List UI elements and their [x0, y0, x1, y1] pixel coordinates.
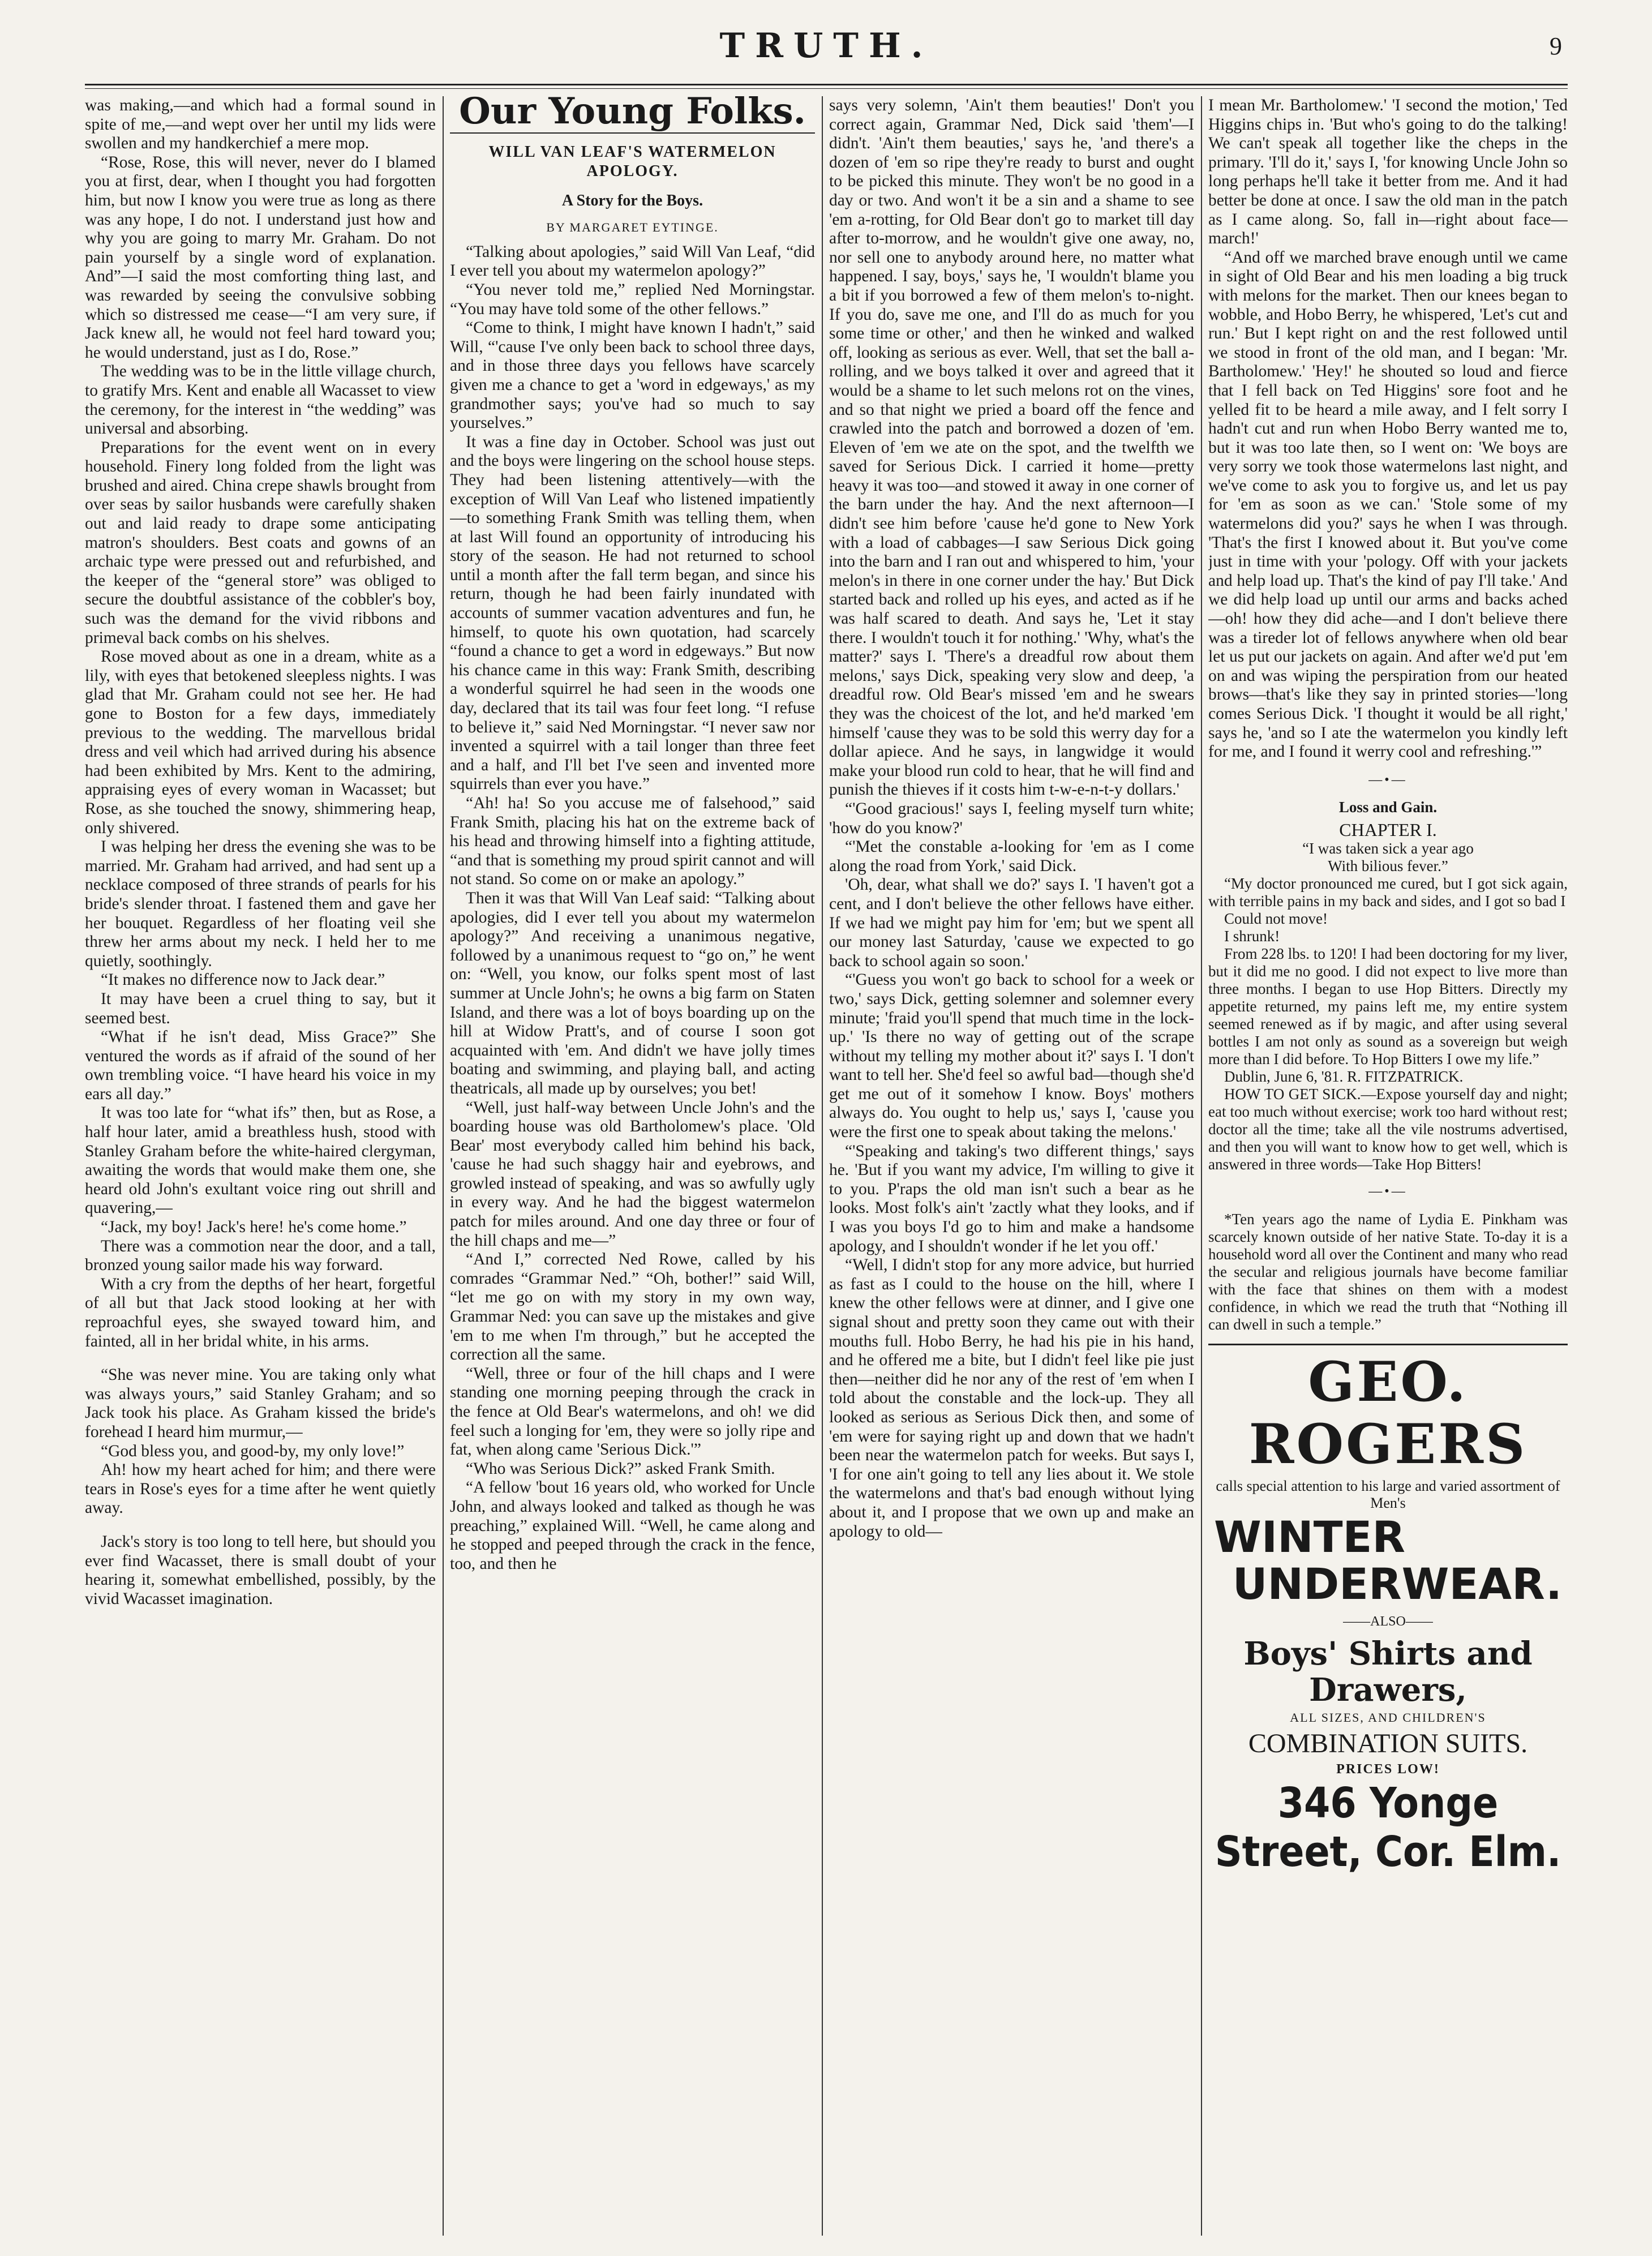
paragraph: says very solemn, 'Ain't them beauties!' Don't you correct again, Grammar Ned, Dick said 'them'—I didn't. 'Ain't them beauties,' says he, 'and there's a dozen of 'em so ripe they're ready to burst and ought to be picked this minute. They won't be no good in a day or two. And won't it be a sin and a shame to see 'em a-rotting, for Old Bear don't go to market till day after to-morrow, and he wouldn't give one away, no, nor sell one to anybody around here, no matter what happened. I say, boys,' says he, 'I wouldn't blame you a bit if you borrowed a few of them melon's to-night. If you do, save me one, and I'll do as much for you some time or other,' and then he winked and walked off, looking as serious as ever. Well, that set the ball a-rolling, and we boys talked it over and agreed that it would be a shame to let such melons rot on the vines, and so that night we pried a board off the fence and crawled into the patch and borrowed a dozen of 'em. Eleven of 'em we ate on the spot, and the twelfth we saved for Serious Dick. I carried it home—pretty heavy it was too—and stowed it away in one corner of the barn under the hay. And the next afternoon—I didn't see him before 'cause he'd gone to New York with a load of cabbages—I saw Serious Dick going into the barn and I ran out and whispered to him, 'your melon's in there in one corner under the hay.' But Dick started back and rolled up his eyes, and acted as if he was half scared to death. And says he, 'Let it stay there. I wouldn't touch it for nothing.' 'Why, what's the matter?' says I. 'There's a dreadful row about them melons,' says Dick, speaking very slow and deep, 'a dreadful row. Old Bear's missed 'em and he swears they was the choicest of the lot, and he'd marked 'em himself 'cause they was to be sold this werry day for a dollar apiece. And he says, in langwidge it would make your blood run cold to hear, that he will find and punish the thieves if it costs him t-w-e-n-t-y dollars.' — [829, 96, 1194, 799]
masthead-rule-thin — [85, 88, 1568, 89]
loss-and-gain-title: Loss and Gain. — [1338, 799, 1438, 816]
ad-sizes: ALL SIZES, AND CHILDREN'S — [1290, 1710, 1486, 1725]
byline: BY MARGARET EYTINGE. — [546, 220, 719, 235]
ornament-divider: —•— — [1368, 1183, 1408, 1199]
paragraph: 'Oh, dear, what shall we do?' says I. 'I haven't got a cent, and I don't believe the other fellows have either. If we had we might pay him for 'em; but we spent all our money last Saturday, 'cause we expected to go back to school again so soon.' — [829, 876, 1194, 970]
column-divider — [1201, 96, 1202, 2236]
column-divider — [822, 96, 823, 2236]
column-4 — [1208, 96, 1568, 2236]
ad-winter: WINTER — [1214, 1511, 1405, 1562]
paragraph: With a cry from the depths of her heart, forgetful of all but that Jack stood looking at her with reproachful eyes, she swayed toward him, and fainted, all in her bridal white, in his arms. — [85, 1275, 436, 1350]
paragraph: I was helping her dress the evening she was to be married. Mr. Graham had arrived, and had sent up a necklace composed of three strands of pearls for his bride's slender throat. I fastened them and gave her her bouquet. Regardless of her floating veil she threw her arms about my neck. I held her to me quietly, soothingly. — [85, 838, 436, 970]
paragraph: It was a fine day in October. School was just out and the boys were lingering on the school house steps. They had been listening attentively—with the exception of Will Van Leaf who listened impatiently—to something Frank Smith was telling them, when at last Will found an opportunity of introducing his story of the season. He had not returned to school until a month after the fall term began, and since his return, though he had been fairly inundated with accounts of summer vacation adventures and fun, he himself, to quote his own quotation, had scarcely “found a chance to get a word in edgeways.” But now his chance came in this way: Frank Smith, describing a wonderful squirrel he had seen in the woods one day, declared that its tail was four feet long. “I refuse to believe it,” said Ned Morningstar. “I never saw nor invented a squirrel with a tail longer than three feet and a half, and I'll bet I've seen and invented more squirrels than ever you have.” — [450, 432, 815, 794]
paragraph: “She was never mine. You are taking only what was always yours,” said Stanley Graham; and so Jack took his place. As Graham kissed the bride's forehead I heard him murmur,— — [85, 1366, 436, 1441]
paragraph: Preparations for the event went on in every household. Finery long folded from the light was brushed and aired. China crepe shawls brought from over seas by sailor husbands were carefully shaken out and laid ready to drape some anticipating matron's shoulders. Best coats and gowns of an archaic type were pressed out and refurbished, and the keeper of the “general store” was obliged to secure the doubtful assistance of the cobbler's boy, such was the demand for the vivid ribbons and primeval back combs on his shelves. — [85, 438, 436, 647]
paragraph: “'Guess you won't go back to school for a week or two,' says Dick, getting solemner and solemner every minute; 'fraid you'll spend that much time in the lock-up.' 'Is there no way of getting out of the scrape without my telling my mother about it?' says I. 'I don't want to tell her. She'd feel so awful bad—though she'd get me out of it somehow I know. Boys' mothers always do. You ought to help us,' says I, 'cause you were the first one to speak about taking the melons.' — [829, 971, 1194, 1142]
paragraph: HOW TO GET SICK.—Expose yourself day and night; eat too much without exercise; work too hard without rest; doctor all the time; take all the vile nostrums advertised, and then you will want to know how to get well, which is answered in three words—Take Hop Bitters! — [1208, 1085, 1568, 1173]
ad-address: 346 Yonge Street, Cor. Elm. — [1215, 1779, 1561, 1877]
paragraph: Ah! how my heart ached for him; and there were tears in Rose's eyes for a time after he went quietly away. — [85, 1461, 436, 1517]
paragraph: “Talking about apologies,” said Will Van Leaf, “did I ever tell you about my watermelon apology?” — [450, 242, 815, 280]
chapter-heading: CHAPTER I. — [1339, 820, 1437, 840]
paragraph: “Ah! ha! So you accuse me of falsehood,” said Frank Smith, placing his hat on the extreme back of his head and throwing himself into a fighting attitude, “and that is something my proud spirit cannot and will not stand. So come on or make an apology.” — [450, 794, 815, 889]
column-divider — [443, 96, 444, 2236]
paragraph: “'Good gracious!' says I, feeling myself turn white; 'how do you know?' — [829, 799, 1194, 837]
paragraph: “God bless you, and good-by, my only love!” — [101, 1442, 405, 1460]
paragraph: “And I,” corrected Ned Rowe, called by his comrades “Grammar Ned.” “Oh, bother!” said Will, “let me go on with my story in my own way, Grammar Ned: you can save up the mistakes and give 'em to me when I'm through,” but he accepted the correction all the same. — [450, 1250, 815, 1364]
ad-also-text: ALSO — [1370, 1614, 1406, 1629]
paragraph: “Well, three or four of the hill chaps and I were standing one morning peeping through the crack in the fence at Old Bear's watermelons, and oh! we did feel such a longing for 'em, they were so jolly ripe and fat, when along came 'Serious Dick.'” — [450, 1364, 815, 1459]
paragraph: “You never told me,” replied Ned Morningstar. “You may have told some of the other fellows.” — [450, 280, 815, 318]
paragraph: I shrunk! — [1224, 927, 1280, 945]
ad-underwear: UNDERWEAR. — [1232, 1558, 1562, 1609]
paragraph: “Rose, Rose, this will never, never do I blamed you at first, dear, when I thought you had forgotten him, but now I know you were true as long as there was any hope, I do not. I understand just how and why you are going to marry Mr. Graham. Do not pain yourself by a single word of explanation. And”—I said the most comforting thing last, and was rewarded by seeing the convulsive sobbing which so distressed me cease—“I am very sure, if Jack knew all, he would not feel hard toward you; he would understand, just as I do, Rose.” — [85, 153, 436, 362]
story-title: WILL VAN LEAF'S WATERMELON APOLOGY. — [488, 143, 776, 180]
masthead-rule — [85, 84, 1568, 85]
story-subtitle: A Story for the Boys. — [561, 191, 703, 209]
ad-boys: Boys' Shirts and Drawers, — [1243, 1635, 1533, 1709]
paragraph: “'Met the constable a-looking for 'em as I come along the road from York,' said Dick. — [829, 838, 1194, 875]
paragraph: “My doctor pronounced me cured, but I got sick again, with terrible pains in my back and sides, and I got so bad I — [1208, 874, 1568, 910]
ad-combination: COMBINATION SUITS. — [1248, 1728, 1528, 1759]
epigraph-line: With bilious fever.” — [1328, 857, 1448, 874]
paragraph: “Come to think, I might have known I hadn't,” said Will, “'cause I've only been back to school three days, and in those three days you fellows have scarcely given me a chance to get a 'word in edgeways,' as my grandmother says; you've had so much to say yourselves.” — [450, 319, 815, 432]
paragraph: From 228 lbs. to 120! I had been doctoring for my liver, but it did me no good. I did not expect to live more than three months. I began to use Hop Bitters. Directly my appetite returned, my pains left me, my entire system seemed renewed as if by magic, and after using several bottles I am not only as sound as a sovereign but weigh more than I did before. To Hop Bitters I owe my life.” — [1208, 945, 1568, 1067]
paragraph: “What if he isn't dead, Miss Grace?” She ventured the words as if afraid of the sound of her own trembling voice. “I have heard his voice in my ears all day.” — [85, 1028, 436, 1103]
paragraph: Could not move! — [1224, 910, 1328, 927]
ad-prices: PRICES LOW! — [1336, 1761, 1440, 1777]
paragraph: “It makes no difference now to Jack dear.” — [101, 971, 385, 989]
newspaper-title: TRUTH. — [719, 26, 933, 66]
paragraph: “Jack, my boy! Jack's here! he's come home.” — [101, 1218, 407, 1237]
rogers-advertisement — [1208, 1344, 1568, 1877]
paragraph: “'Speaking and taking's two different things,' says he. 'But if you want my advice, I'm willing to give it to you. P'raps the old man isn't such a bear as he looks. Most folk's ain't 'zactly what they looks, and if I was you boys I'd go to him and make a handsome apology, and I shouldn't wonder if he let you off.' — [829, 1142, 1194, 1255]
paragraph: Rose moved about as one in a dream, white as a lily, with eyes that betokened sleepless nights. I was glad that Mr. Graham could not see her. He had gone to Boston for a few days, immediately previous to the wedding. The marvellous bridal dress and veil which had arrived during his absence had been exhibited by Mrs. Kent to the admiring, appraising eyes of every woman in Wacasset; but Rose, as she touched the snowy, shimmering heap, only shivered. — [85, 647, 436, 837]
paragraph: “Well, just half-way between Uncle John's and the boarding house was old Bartholomew's place. 'Old Bear' most everybody called him behind his back, 'cause he had such shaggy hair and eyebrows, and growled instead of speaking, and was so awfully ugly in every way. And he had the biggest watermelon patch for miles around. And one day three or four of the hill chaps and me—” — [450, 1098, 815, 1250]
masthead — [85, 23, 1568, 85]
paragraph: I mean Mr. Bartholomew.' 'I second the motion,' Ted Higgins chips in. 'But who's going to do the talking! We can't speak all together like the cheps in the primary. 'I'll do it,' says I, 'for knowing Uncle John so long perhaps he'll take it better from me. And it had better be done at once. I saw the old man in the patch as I came along. So, fall in—right about face—march!' — [1208, 96, 1568, 248]
paragraph: *Ten years ago the name of Lydia E. Pinkham was scarcely known outside of her native State. To-day it is a household word all over the Continent and many who read the secular and religious journals have become familiar with the face that shines on them with a modest confidence, in which we read the truth that “Nothing ill can dwell in such a temple.” — [1208, 1210, 1568, 1333]
ad-calls: calls special attention to his large and varied assortment of Men's — [1216, 1477, 1560, 1511]
section-heading: Our Young Folks. — [459, 96, 806, 132]
paragraph: Then it was that Will Van Leaf said: “Talking about apologies, did I ever tell you about my watermelon apology?” And receiving a unanimous negative, followed by a unanimous request to “go on,” he went on: “Well, you know, our folks spent most of last summer at Uncle John's; he owns a big farm on Staten Island, and there was a lot of boys boarding up on the hill at Widow Pratt's, and of course I soon got acquainted with 'em. And didn't we have jolly times boating and swimming, and playing ball, and acting theatricals, all made up by ourselves; you bet! — [450, 889, 815, 1097]
paragraph: Jack's story is too long to tell here, but should you ever find Wacasset, there is small doubt of your hearing it, somewhat embellished, possibly, by the vivid Wacasset imagination. — [85, 1532, 436, 1608]
paragraph: “Who was Serious Dick?” asked Frank Smith. — [466, 1459, 775, 1478]
paragraph: “Well, I didn't stop for any more advice, but hurried as fast as I could to the house on the hill, where I knew the other fellows were at dinner, and I give one signal shout and pretty soon they came out with their mouths full. Hobo Berry, he had his pie in his hand, and he offered me a bite, but I didn't feel like pie just then—neither did he nor any of the rest of 'em when I told about the constable and the lock-up. They all looked as serious as Serious Dick then, and some of 'em were for saying right up and down that we hadn't been near the watermelon patch for weeks. But says I, 'I for one ain't going to tell any lies about it. We stole the watermelons and that's bad enough without lying about it, and I propose that we own up and make an apology to old— — [829, 1256, 1194, 1541]
signature-line: Dublin, June 6, '81. R. FITZPATRICK. — [1224, 1067, 1464, 1085]
paragraph: There was a commotion near the door, and a tall, bronzed young sailor made his way forward. — [85, 1237, 436, 1275]
ad-also: ——ALSO—— — [1343, 1614, 1433, 1629]
column-3 — [829, 96, 1194, 2236]
column-1 — [85, 96, 436, 2236]
ornament-divider: —•— — [1368, 772, 1408, 787]
paragraph: It was too late for “what ifs” then, but as Rose, a half hour later, amid a breathless hush, stood with Stanley Graham before the white-haired clergyman, awaiting the words that would make them one, she heard old John's exultant voice ring out shrill and quavering,— — [85, 1104, 436, 1217]
paragraph: “A fellow 'bout 16 years old, who worked for Uncle John, and always looked and talked as though he was preaching,” explained Will. “Well, he came along and he stopped and peeped through the crack in the fence, too, and then he — [450, 1478, 815, 1573]
epigraph-line: “I was taken sick a year ago — [1302, 839, 1474, 857]
column-2 — [450, 96, 815, 2236]
page-number: 9 — [1550, 32, 1562, 60]
paragraph: “And off we marched brave enough until we came in sight of Old Bear and his men loading a big truck with melons for the market. Then our knees began to wobble, and Hobo Berry, he whispered, 'Let's cut and run.' But I kept right on and the rest followed until we stood in front of the old man, and I began: 'Mr. Bartholomew.' 'Hey!' he shouted so loud and fierce that I fell back on Ted Higgins' sore foot and he yelled fit to be heard a mile away, and I felt sorry I hadn't cut and run when Hobo Berry wanted me to, but it was too late then, so I went on: 'We boys are very sorry we took those watermelons last night, and we've come to ask you to forgive us, and let us pay for 'em as soon as we can.' 'Stole some of my watermelons did you?' says he when I was through. 'That's the first I knowed about it. But you've come just in time with your 'pology. Off with your jackets and help load up. That's the kind of pay I'll take.' And we did help load up until our arms and backs ached—oh! how they did ache—and I don't believe there was a tireder lot of fellows anywhere when old bear let us put our jackets on again. And after we'd put 'em on and was wiping the perspiration from our heated brows—that's like they say in printed stories—'long comes Serious Dick. 'I thought it would be all right,' says he, 'and so I ate the watermelon you kindly left for me, and I found it werry cool and refreshing.'” — [1208, 248, 1568, 761]
ad-name: GEO. ROGERS — [1248, 1349, 1527, 1476]
paragraph: It may have been a cruel thing to say, but it seemed best. — [85, 989, 436, 1027]
paragraph: was making,—and which had a formal sound in spite of me,—and wept over her until my lids were swollen and my handkerchief a mere mop. — [85, 96, 436, 153]
paragraph: The wedding was to be in the little village church, to gratify Mrs. Kent and enable all Wacasset to view the ceremony, for the interest in “the wedding” was universal and absorbing. — [85, 362, 436, 438]
